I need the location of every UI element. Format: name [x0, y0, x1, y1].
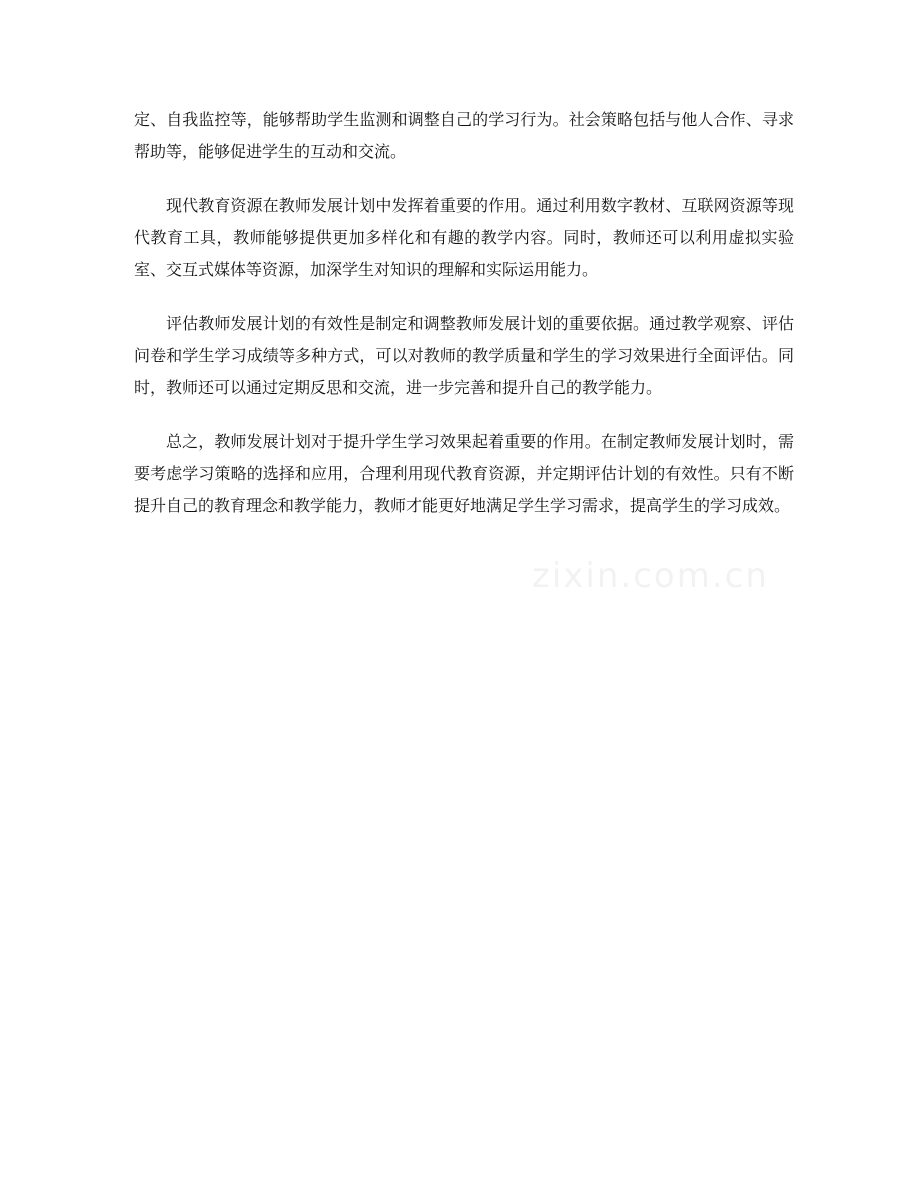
- paragraph-continuation: 定、自我监控等，能够帮助学生监测和调整自己的学习行为。社会策略包括与他人合作、寻求帮助等，能够促进学生的互动和交流。: [134, 110, 794, 161]
- document-body: [134, 104, 794, 544]
- paragraph-evaluation: 评估教师发展计划的有效性是制定和调整教师发展计划的重要依据。通过教学观察、评估问卷和学生学习成绩等多种方式，可以对教师的教学质量和学生的学习效果进行全面评估。同时，教师还可以通过定期反思和交流，进一步完善和提升自己的教学能力。: [134, 314, 794, 397]
- paragraph-modern-resources: 现代教育资源在教师发展计划中发挥着重要的作用。通过利用数字教材、互联网资源等现代教育工具，教师能够提供更加多样化和有趣的教学内容。同时，教师还可以利用虚拟实验室、交互式媒体等资源，加深学生对知识的理解和实际运用能力。: [134, 196, 794, 279]
- watermark: zixin.com.cn: [532, 556, 769, 596]
- paragraph-conclusion: 总之，教师发展计划对于提升学生学习效果起着重要的作用。在制定教师发展计划时，需要考虑学习策略的选择和应用，合理利用现代教育资源，并定期评估计划的有效性。只有不断提升自己的教育理念和教学能力，教师才能更好地满足学生学习需求，提高学生的学习成效。: [134, 432, 794, 515]
